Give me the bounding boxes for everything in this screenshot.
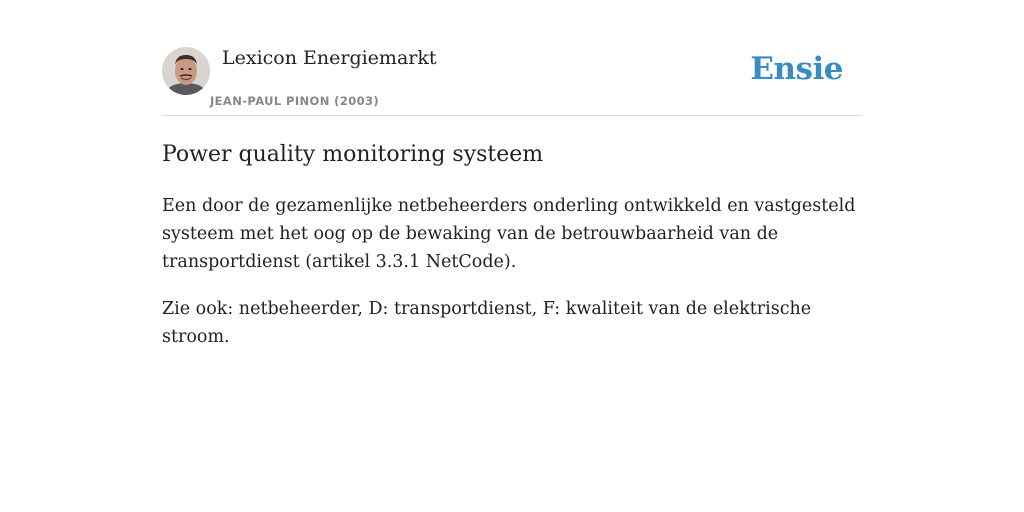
entry-title: Power quality monitoring systeem bbox=[162, 142, 544, 167]
book-title[interactable]: Lexicon Energiemarkt bbox=[222, 47, 437, 69]
entry-body bbox=[162, 192, 862, 370]
entry-see-also: Zie ook: netbeheerder, D: transportdienst, F: kwaliteit van de elektrische stroom. bbox=[162, 299, 812, 347]
author-portrait-icon bbox=[162, 47, 210, 95]
author-name[interactable]: JEAN-PAUL PINON (2003) bbox=[210, 94, 380, 108]
author-avatar[interactable] bbox=[162, 47, 210, 95]
content-container bbox=[162, 0, 862, 347]
header bbox=[162, 0, 862, 116]
entry-definition: Een door de gezamenlijke netbeheerders onderling ontwikkeld en vastgesteld systeem met het oog op de bewaking van de betrouwbaarheid van de transportdienst (artikel 3.3.1 NetCode). bbox=[162, 196, 856, 272]
ensie-logo[interactable]: Ensie bbox=[750, 51, 843, 87]
